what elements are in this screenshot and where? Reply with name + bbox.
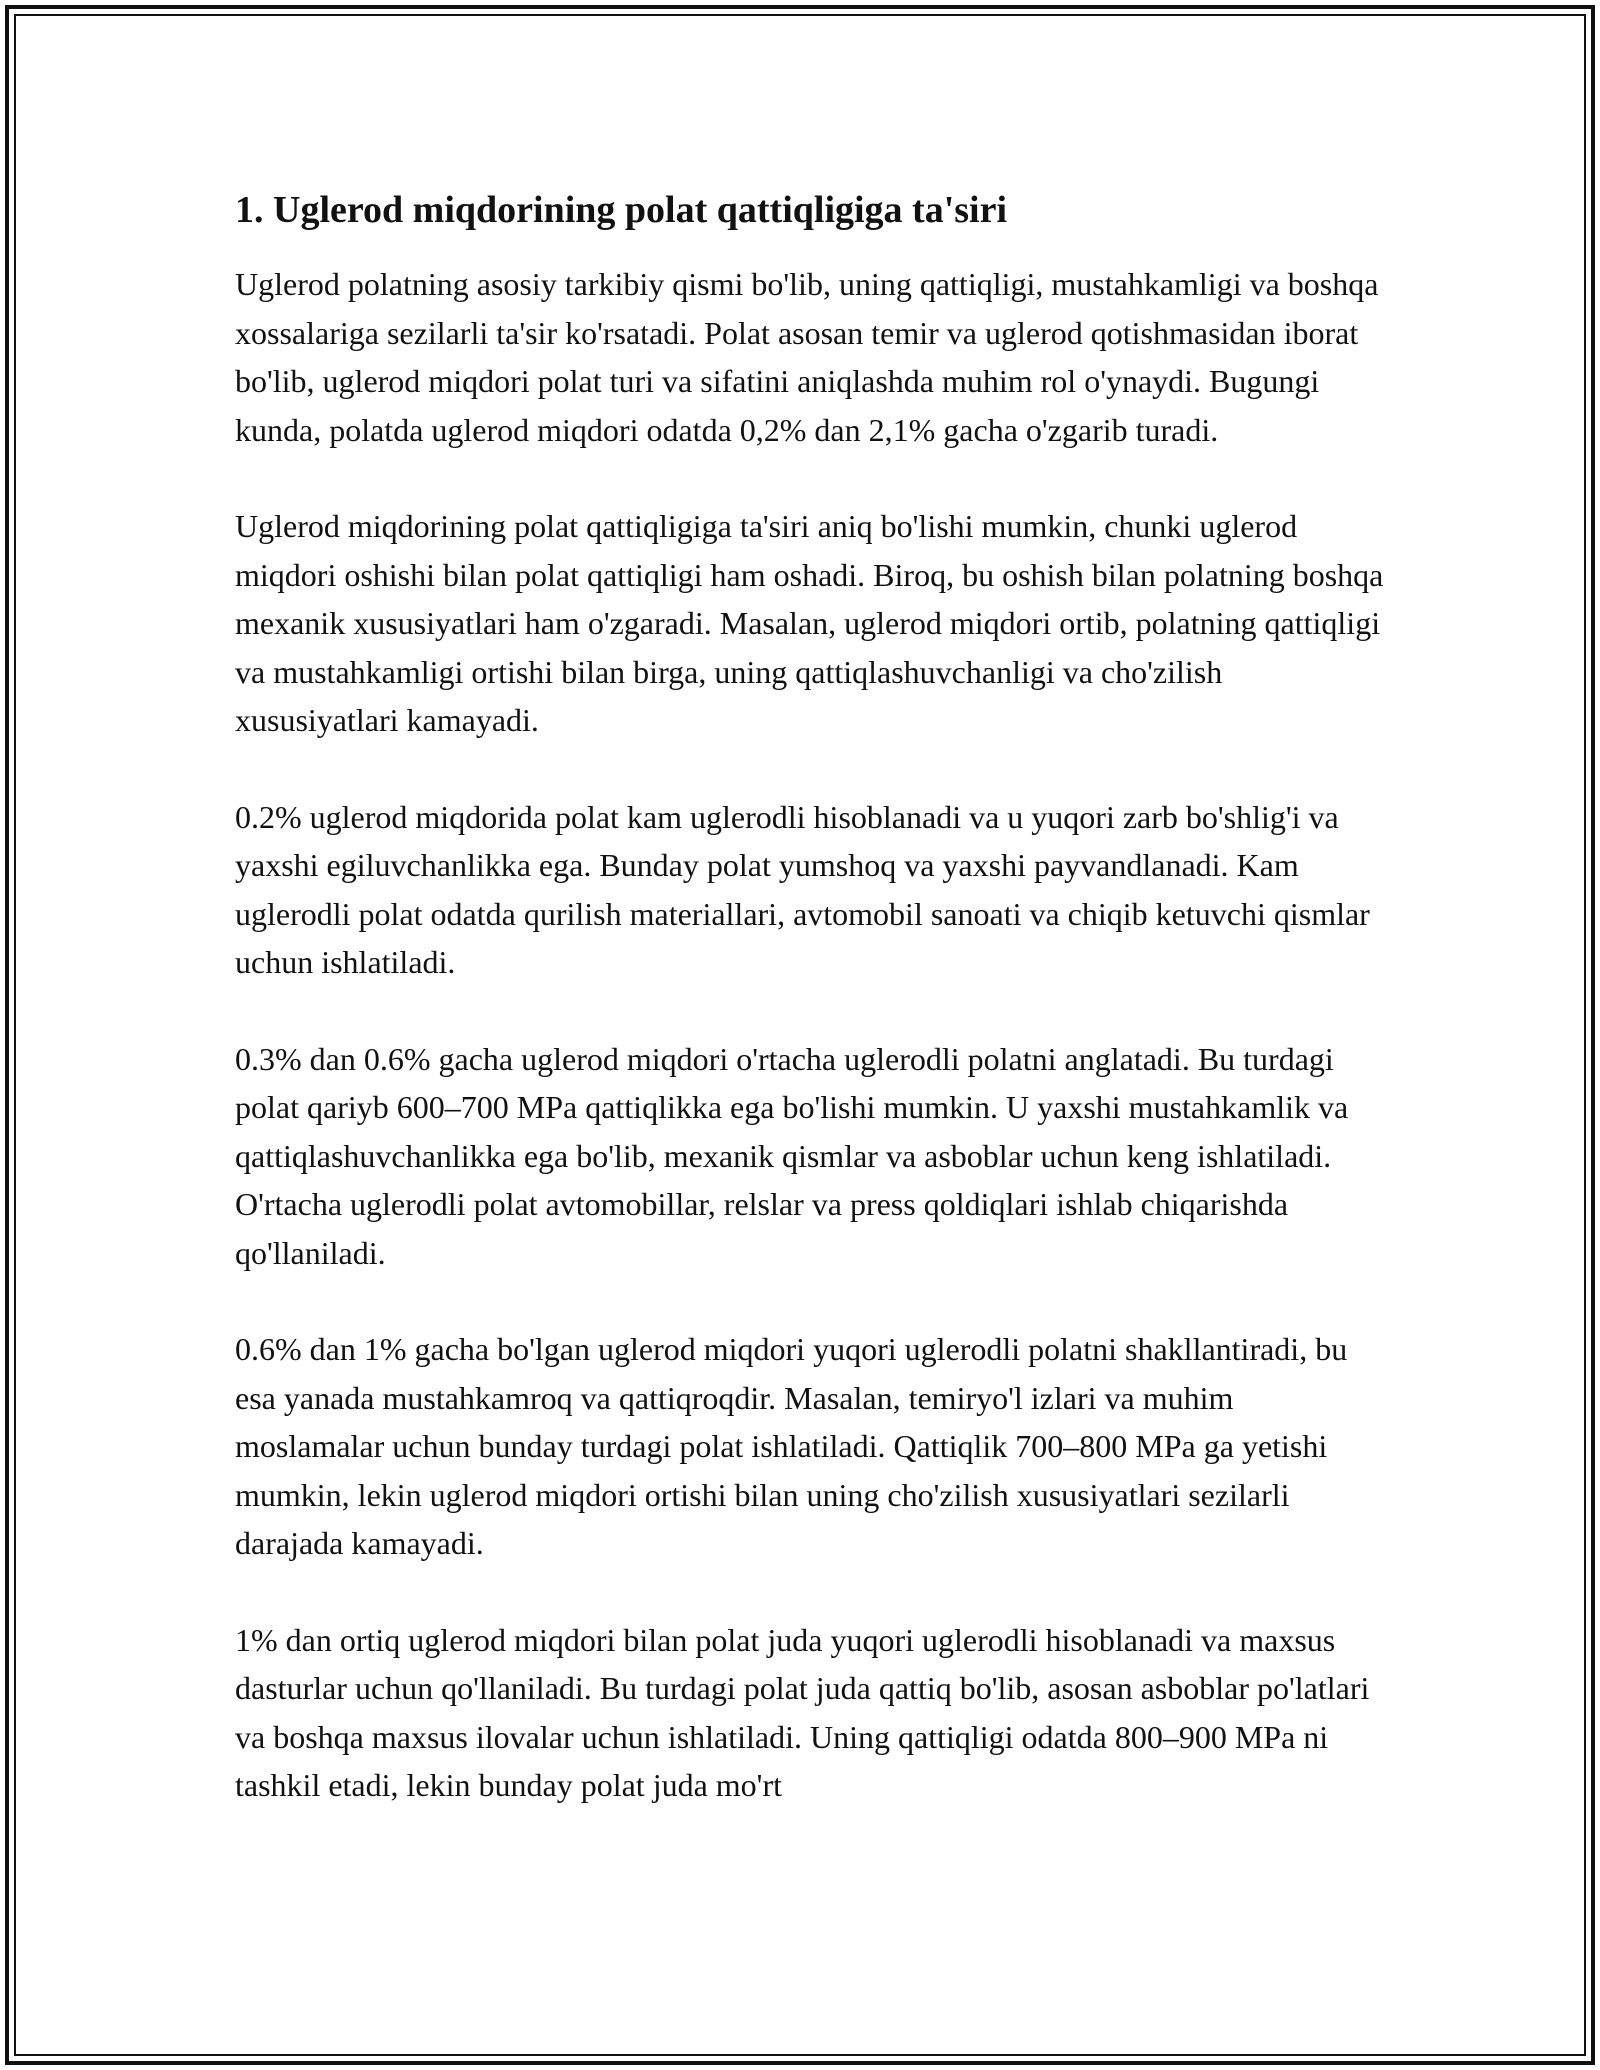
paragraph-1: Uglerod polatning asosiy tarkibiy qismi bo'lib, uning qattiqligi, mustahkamligi va boshqa xossalariga sezilarli ta'sir ko'rsatadi. Polat asosan temir va uglerod qotishmasidan iborat bo'lib, uglerod miqdori polat turi va sifatini aniqlashda muhim rol o'ynaydi. Bugungi kunda, polatda uglerod miqdori odatda 0,2% dan 2,1% gacha o'zgarib turadi.: [235, 266, 1379, 448]
document-body: [235, 186, 1385, 1810]
paragraph-5: 0.6% dan 1% gacha bo'lgan uglerod miqdori yuqori uglerodli polatni shakllantiradi, bu esa yanada mustahkamroq va qattiqroqdir. Masalan, temiryo'l izlari va muhim moslamalar uchun bunday turdagi polat ishlatiladi. Qattiqlik 700–800 MPa ga yetishi mumkin, lekin uglerod miqdori ortishi bilan uning cho'zilish xususiyatlari sezilarli darajada kamayadi.: [235, 1331, 1348, 1561]
paragraph-6: 1% dan ortiq uglerod miqdori bilan polat juda yuqori uglerodli hisoblanadi va maxsus dasturlar uchun qo'llaniladi. Bu turdagi polat juda qattiq bo'lib, asosan asboblar po'latlari va boshqa maxsus ilovalar uchun ishlatiladi. Uning qattiqligi odatda 800–900 MPa ni tashkil etadi, lekin bunday polat juda mo'rt: [235, 1621, 1370, 1803]
paragraph-4: 0.3% dan 0.6% gacha uglerod miqdori o'rtacha uglerodli polatni anglatadi. Bu turdagi polat qariyb 600–700 MPa qattiqlikka ega bo'lishi mumkin. U yaxshi mustahkamlik va qattiqlashuvchanlikka ega bo'lib, mexanik qismlar va asboblar uchun keng ishlatiladi. O'rtacha uglerodli polat avtomobillar, relslar va press qoldiqlari ishlab chiqarishda qo'llaniladi.: [235, 1040, 1349, 1271]
paragraph-2: Uglerod miqdorining polat qattiqligiga ta'siri aniq bo'lishi mumkin, chunki uglerod miqdori oshishi bilan polat qattiqligi ham oshadi. Biroq, bu oshish bilan polatning boshqa mexanik xususiyatlari ham o'zgaradi. Masalan, uglerod miqdori ortib, polatning qattiqligi va mustahkamligi ortishi bilan birga, uning qattiqlashuvchanligi va cho'zilish xususiyatlari kamayadi.: [235, 508, 1384, 738]
paragraph-3: 0.2% uglerod miqdorida polat kam uglerodli hisoblanadi va u yuqori zarb bo'shlig'i va yaxshi egiluvchanlikka ega. Bunday polat yumshoq va yaxshi payvandlanadi. Kam uglerodli polat odatda qurilish materiallari, avtomobil sanoati va chiqib ketuvchi qismlar uchun ishlatiladi.: [235, 798, 1370, 980]
section-heading: 1. Uglerod miqdorining polat qattiqligiga ta'siri: [235, 189, 1008, 231]
